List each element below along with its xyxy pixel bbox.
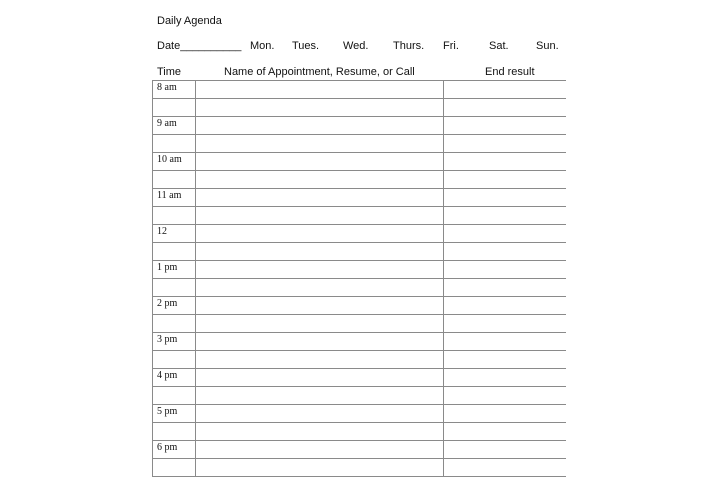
result-cell[interactable] [444,279,567,297]
table-row [153,243,567,261]
table-row [153,117,567,135]
result-cell[interactable] [444,315,567,333]
result-cell[interactable] [444,207,567,225]
table-row [153,279,567,297]
result-cell[interactable] [444,459,567,477]
time-cell[interactable] [153,297,196,315]
table-row [153,297,567,315]
table-row [153,333,567,351]
appointment-cell[interactable] [196,387,444,405]
result-cell[interactable] [444,423,567,441]
appointment-cell[interactable] [196,207,444,225]
appointment-cell[interactable] [196,243,444,261]
time-slot-label: 11 am [157,190,182,201]
column-header-time: Time [157,66,182,78]
table-row [153,369,567,387]
result-cell[interactable] [444,333,567,351]
time-slot-label: 6 pm [157,442,178,453]
result-cell[interactable] [444,441,567,459]
time-slot-label: 3 pm [157,334,178,345]
time-cell[interactable] [153,441,196,459]
appointment-cell[interactable] [196,441,444,459]
appointment-cell[interactable] [196,225,444,243]
table-row [153,225,567,243]
appointment-cell[interactable] [196,117,444,135]
time-slot-label: 4 pm [157,370,178,381]
result-cell[interactable] [444,189,567,207]
result-cell[interactable] [444,99,567,117]
result-cell[interactable] [444,81,567,99]
day-saturday: Sat. [489,40,509,52]
appointment-cell[interactable] [196,261,444,279]
table-row [153,459,567,477]
time-slot-label: 9 am [157,118,177,129]
time-slot-label: 10 am [157,154,182,165]
table-row [153,387,567,405]
day-monday: Mon. [250,40,275,52]
table-row [153,171,567,189]
time-cell[interactable] [153,423,196,441]
time-cell[interactable] [153,153,196,171]
day-sunday: Sun. [536,40,559,52]
appointment-cell[interactable] [196,369,444,387]
result-cell[interactable] [444,117,567,135]
agenda-table [152,80,566,500]
day-friday: Fri. [443,40,459,52]
table-row [153,153,567,171]
time-cell[interactable] [153,81,196,99]
column-header-appointment: Name of Appointment, Resume, or Call [224,66,415,78]
time-cell[interactable] [153,315,196,333]
time-cell[interactable] [153,117,196,135]
time-cell[interactable] [153,171,196,189]
appointment-cell[interactable] [196,99,444,117]
time-cell[interactable] [153,279,196,297]
result-cell[interactable] [444,387,567,405]
time-cell[interactable] [153,189,196,207]
time-cell[interactable] [153,405,196,423]
result-cell[interactable] [444,261,567,279]
day-wednesday: Wed. [343,40,369,52]
table-row [153,189,567,207]
table-row [153,81,567,99]
table-row [153,351,567,369]
appointment-cell[interactable] [196,405,444,423]
appointment-cell[interactable] [196,153,444,171]
appointment-cell[interactable] [196,297,444,315]
time-slot-label: 5 pm [157,406,178,417]
table-row [153,261,567,279]
result-cell[interactable] [444,153,567,171]
appointment-cell[interactable] [196,81,444,99]
appointment-cell[interactable] [196,279,444,297]
time-slot-label: 1 pm [157,262,178,273]
time-cell[interactable] [153,387,196,405]
appointment-cell[interactable] [196,135,444,153]
result-cell[interactable] [444,225,567,243]
time-slot-label: 8 am [157,82,177,93]
time-cell[interactable] [153,225,196,243]
result-cell[interactable] [444,297,567,315]
column-header-result: End result [485,66,535,78]
result-cell[interactable] [444,405,567,423]
time-slot-label: 2 pm [157,298,178,309]
result-cell[interactable] [444,135,567,153]
day-thursday: Thurs. [393,40,425,52]
table-row [153,405,567,423]
table-row [153,99,567,117]
result-cell[interactable] [444,369,567,387]
appointment-cell[interactable] [196,171,444,189]
date-field-label: Date__________ [157,40,242,52]
time-cell[interactable] [153,333,196,351]
table-row [153,441,567,459]
day-tuesday: Tues. [292,40,320,52]
appointment-cell[interactable] [196,333,444,351]
appointment-cell[interactable] [196,189,444,207]
agenda-grid [152,80,566,477]
result-cell[interactable] [444,243,567,261]
time-cell[interactable] [153,135,196,153]
time-cell[interactable] [153,369,196,387]
time-cell[interactable] [153,243,196,261]
appointment-cell[interactable] [196,459,444,477]
time-cell[interactable] [153,99,196,117]
time-slot-label: 12 [157,226,167,237]
table-row [153,135,567,153]
appointment-cell[interactable] [196,423,444,441]
time-cell[interactable] [153,207,196,225]
appointment-cell[interactable] [196,315,444,333]
page-title: Daily Agenda [157,15,222,27]
time-cell[interactable] [153,261,196,279]
result-cell[interactable] [444,351,567,369]
table-row [153,315,567,333]
table-row [153,423,567,441]
time-cell[interactable] [153,459,196,477]
table-row [153,207,567,225]
result-cell[interactable] [444,171,567,189]
appointment-cell[interactable] [196,351,444,369]
time-cell[interactable] [153,351,196,369]
